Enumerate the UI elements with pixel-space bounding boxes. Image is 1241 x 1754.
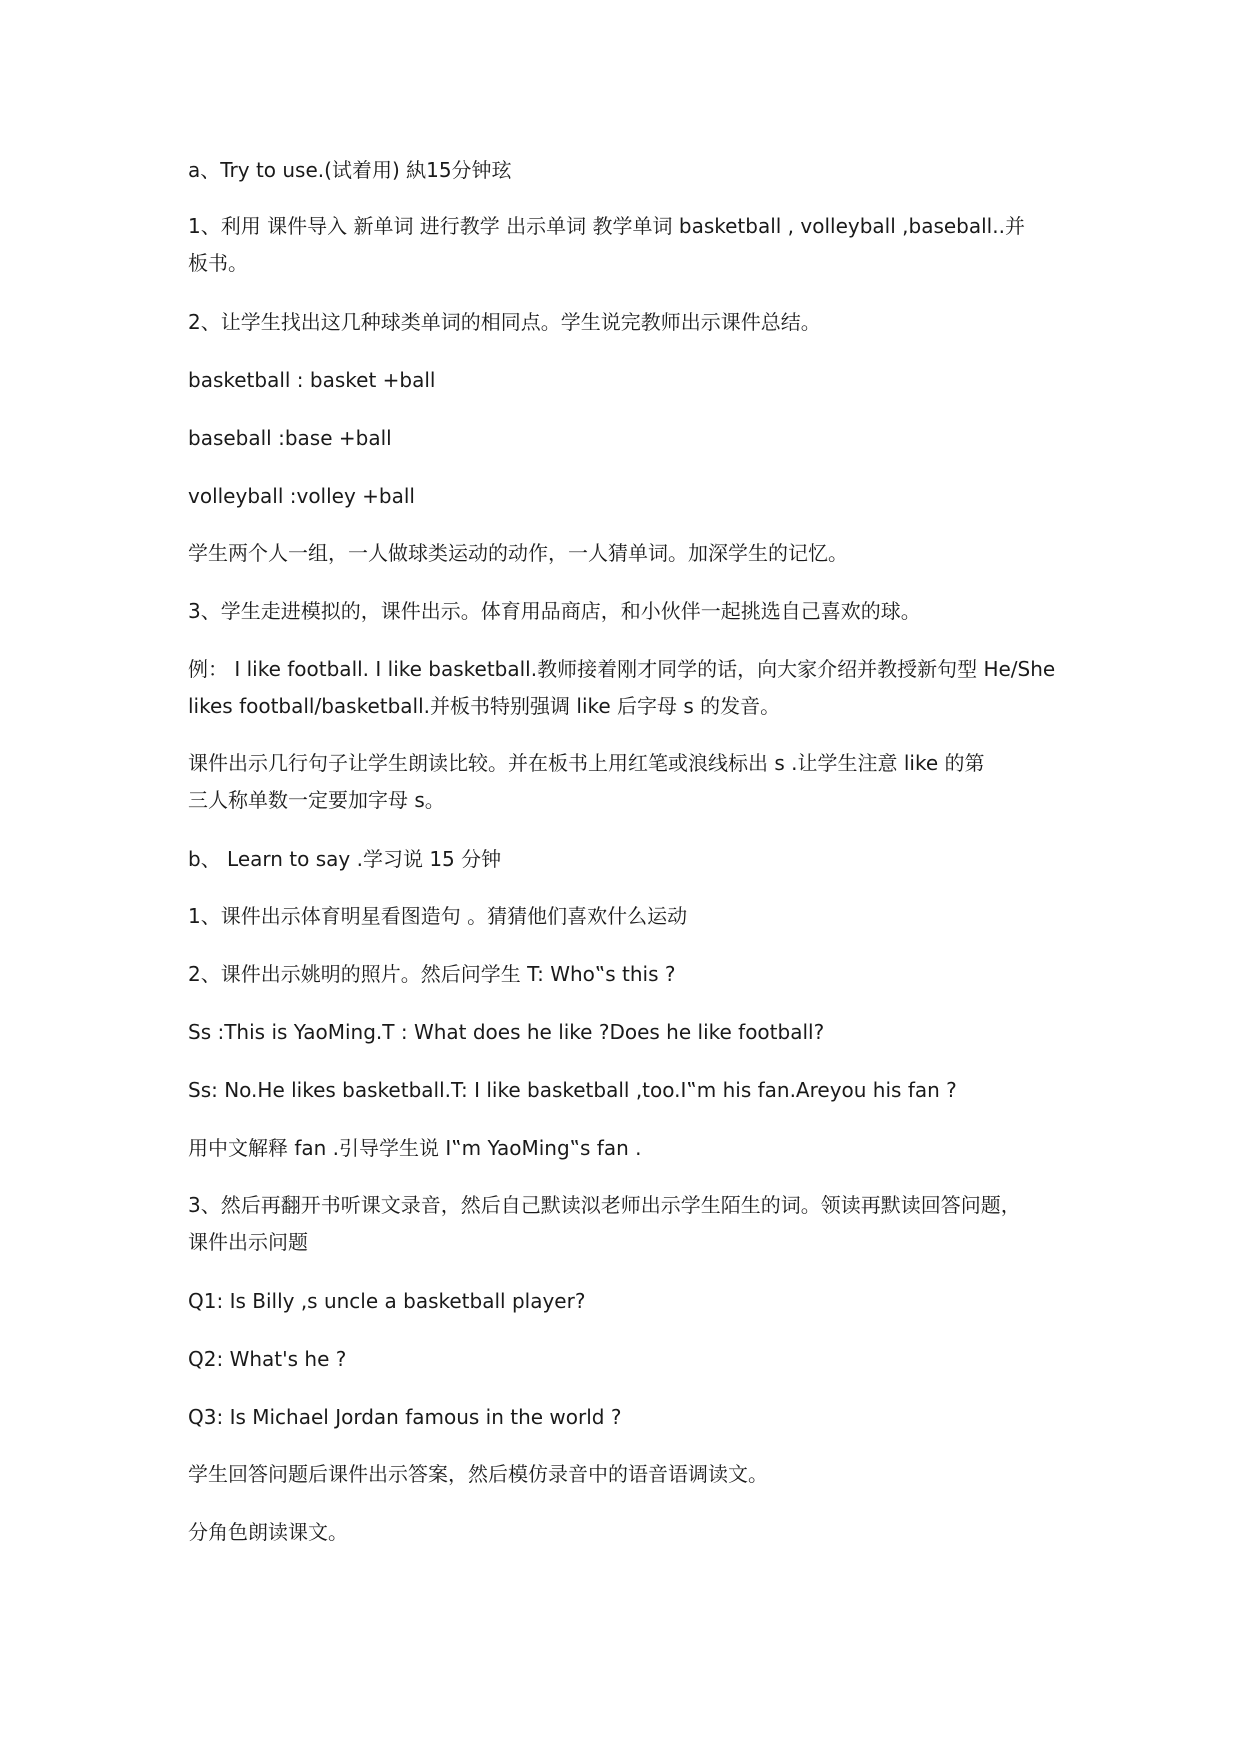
paragraph-line: 学生两个人一组，一人做球类运动的动作，一人猜单词。加深学生的记忆。 bbox=[188, 541, 848, 565]
role-reading-paragraph bbox=[188, 1514, 1068, 1551]
paragraph-line: 用中文解释 fan .引导学生说 I‟m YaoMing‟s fan . bbox=[188, 1136, 642, 1160]
word-baseball bbox=[188, 420, 1068, 457]
dialogue-line-1 bbox=[188, 1014, 1068, 1051]
example-paragraph bbox=[188, 651, 1068, 725]
word-volleyball bbox=[188, 478, 1068, 515]
step-1-paragraph bbox=[188, 208, 1068, 282]
paragraph-line: 学生回答问题后课件出示答案，然后模仿录音中的语音语调读文。 bbox=[188, 1462, 768, 1486]
paragraph-line: 3、学生走进模拟的，课件出示。体育用品商店，和小伙伴一起挑选自己喜欢的球。 bbox=[188, 599, 921, 623]
word-basketball bbox=[188, 362, 1068, 399]
question-2 bbox=[188, 1341, 1068, 1378]
question-1 bbox=[188, 1283, 1068, 1320]
step-b3-paragraph bbox=[188, 1187, 1068, 1261]
paragraph-line: 1、课件出示体育明星看图造句 。猜猜他们喜欢什么运动 bbox=[188, 904, 688, 928]
paragraph-line: Q2: What's he ? bbox=[188, 1347, 347, 1371]
section-b-heading bbox=[188, 841, 1068, 878]
paragraph-line: b、 Learn to say .学习说 15 分钟 bbox=[188, 847, 502, 871]
paragraph-line: volleyball :volley +ball bbox=[188, 484, 415, 508]
answer-paragraph bbox=[188, 1456, 1068, 1493]
paragraph-line: 2、让学生找出这几种球类单词的相同点。学生说完教师出示课件总结。 bbox=[188, 310, 821, 334]
paragraph-line: likes football/basketball.并板书特别强调 like 后字母 s 的发音。 bbox=[188, 694, 781, 718]
paragraph-line: 课件出示几行句子让学生朗读比较。并在板书上用红笔或浪线标出 s .让学生注意 like 的第 bbox=[188, 751, 985, 775]
third-person-paragraph bbox=[188, 745, 1068, 819]
paragraph-line: Ss: No.He likes basketball.T: I like basketball ,too.I‟m his fan.Areyou his fan ? bbox=[188, 1078, 957, 1102]
paragraph-line: baseball :base +ball bbox=[188, 426, 392, 450]
step-b2-paragraph bbox=[188, 956, 1068, 993]
paragraph-line: 分角色朗读课文。 bbox=[188, 1520, 348, 1544]
paragraph-line: 2、课件出示姚明的照片。然后问学生 T: Who‟s this ? bbox=[188, 962, 676, 986]
paragraph-line: 3、然后再翻开书听课文录音，然后自己默读泤老师出示学生陌生的词。领读再默读回答问题， bbox=[188, 1193, 1021, 1217]
dialogue-line-2 bbox=[188, 1072, 1068, 1109]
paragraph-line: a、Try to use.(试着用) 紈15分钟玹 bbox=[188, 158, 512, 182]
paragraph-line: basketball : basket +ball bbox=[188, 368, 436, 392]
paragraph-line: Q3: Is Michael Jordan famous in the world ? bbox=[188, 1405, 622, 1429]
paragraph-line: 课件出示问题 bbox=[188, 1230, 308, 1254]
step-2-paragraph bbox=[188, 304, 1068, 341]
step-3-paragraph bbox=[188, 593, 1068, 630]
pair-activity-paragraph bbox=[188, 535, 1068, 572]
question-3 bbox=[188, 1399, 1068, 1436]
paragraph-line: 三人称单数一定要加字母 s。 bbox=[188, 788, 445, 812]
step-b1-paragraph bbox=[188, 898, 1068, 935]
paragraph-line: 1、利用 课件导入 新单词 进行教学 出示单词 教学单词 basketball , volleyball ,baseball..并 bbox=[188, 214, 1025, 238]
explain-fan-paragraph bbox=[188, 1130, 1068, 1167]
paragraph-line: 板书。 bbox=[188, 251, 248, 275]
paragraph-line: Ss :This is YaoMing.T : What does he like ?Does he like football? bbox=[188, 1020, 825, 1044]
paragraph-line: Q1: Is Billy ,s uncle a basketball player? bbox=[188, 1289, 586, 1313]
section-a-heading bbox=[188, 152, 1068, 189]
paragraph-line: 例： I like football. I like basketball.教师接着刚才同学的话，向大家介绍并教授新句型 He/She bbox=[188, 657, 1056, 681]
